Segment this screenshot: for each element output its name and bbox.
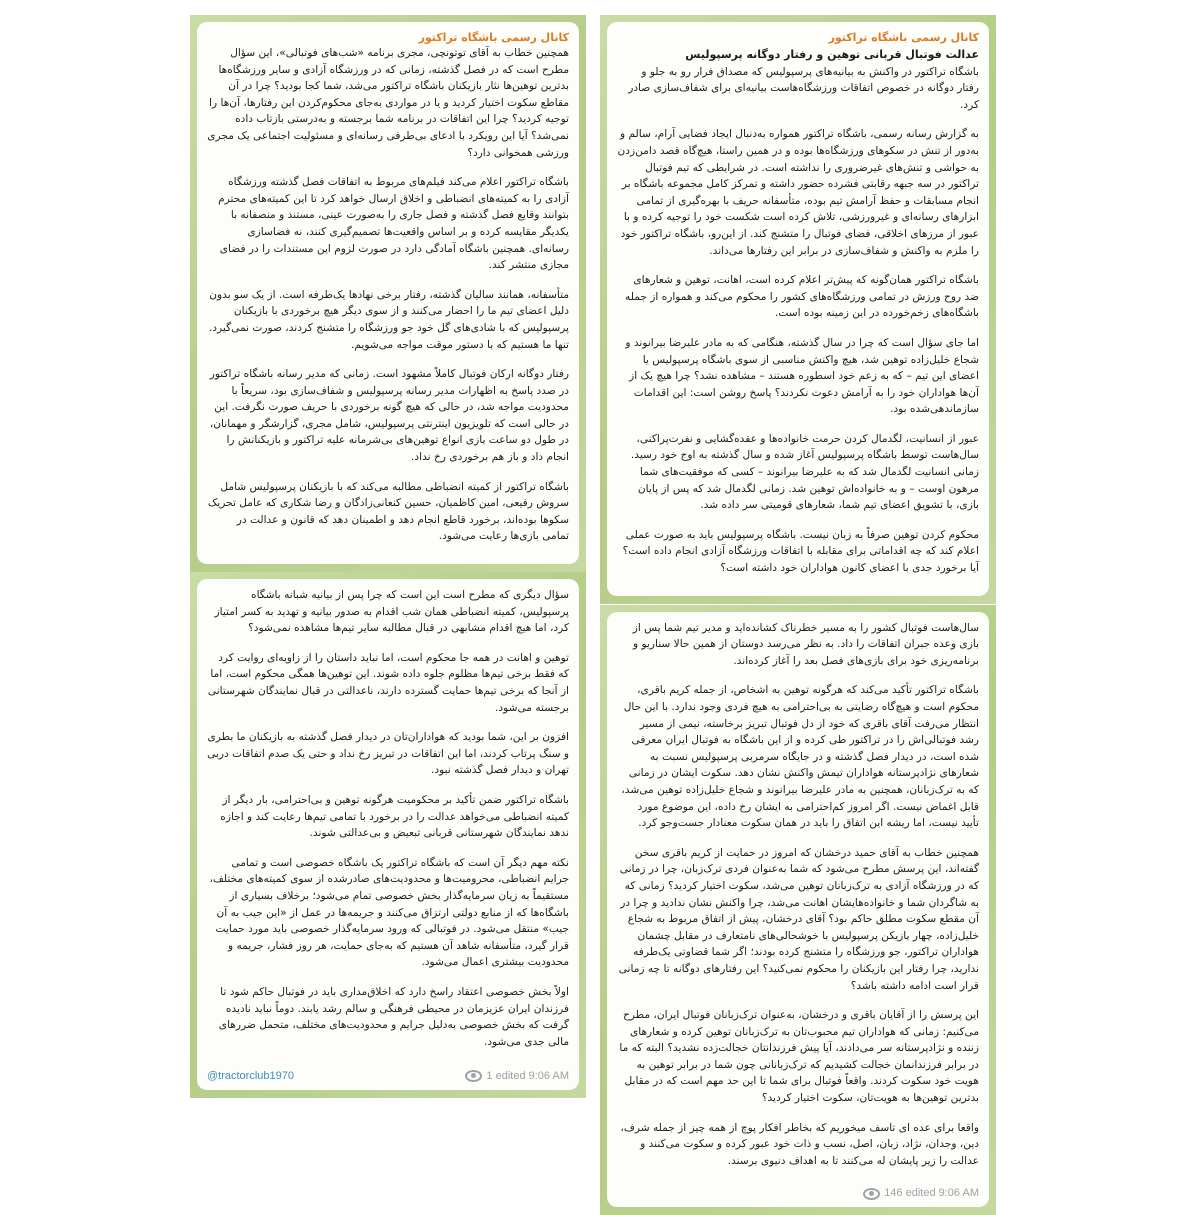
message-card (607, 22, 989, 596)
post-panel-right-bottom (600, 605, 996, 1215)
post-panel-left-bottom (190, 572, 586, 1098)
message-paragraph: این پرسش را از آقایان باقری و درخشان، به‌عنوان ترک‌زبانان فوتبال ایران، مطرح می‌کنیم: زمانی که هواداران تیم محبوب‌تان به ترک‌زبانان توهین کرده و شعارهای زننده و نژادپرستانه سر می‌دادند، آیا پیش فرزندانتان خجالت‌زده نشدید؟ البته که ما در برابر فرزندانمان خجالت کشیدیم که ترک‌زبانانی چون شما در برابر توهین به هویت خود سکوت کردند. واقعاً فوتبال برای شما تا این حد مهم است که در مقابل بدترین توهین‌ها به هویت‌تان، سکوت اختیار کردید؟ (619, 1009, 979, 1105)
post-title: عدالت فوتبال قربانی توهین و رفتار دوگانه پرسپولیس (685, 48, 979, 61)
post-panel-right-top (600, 15, 996, 604)
message-paragraph: باشگاه تراکتور اعلام می‌کند فیلم‌های مربوط به اتفاقات فصل گذشته ورزشگاه آزادی را به کمیته‌های انضباطی و اخلاق ارسال خواهد کرد تا این کمیته‌های محترم بتوانند وقایع فصل گذشته و فصل جاری را به‌صورت عینی، مستند و منصفانه با یکدیگر مقایسه کرده و بر اساس واقعیت‌ها تصمیم‌گیری کنند، نه فضاسازی رسانه‌ای. همچنین باشگاه آمادگی دارد در صورت لزوم این مستندات را در فضای مجازی منتشر کند. (218, 176, 569, 272)
message-paragraph: سؤال دیگری که مطرح است این است که چرا پس از بیانیه شبانه باشگاه پرسپولیس، کمیته انضباطی همان شب اقدام به صدور بیانیه و تهدید به کسر امتیاز کرد، اما هیچ اقدام مشابهی در قبال مطالبه سایر تیم‌ها مشاهده نمی‌شود؟ (214, 589, 569, 635)
message-paragraph: محکوم کردن توهین صرفاً به زبان نیست. باشگاه پرسپولیس باید به صورت عملی اعلام کند که چه اقداماتی برای مقابله با اتفاقات ورزشگاه آزادی انجام داده است؟ آیا برخورد جدی با اعضای کانون هواداران خود داشته است؟ (622, 528, 979, 575)
eye-icon (465, 1070, 482, 1082)
message-paragraph: همچنین خطاب به آقای حمید درخشان که امروز در حمایت از کریم باقری سخن گفته‌اند، این پرسش مطرح می‌شود که شما به‌عنوان فردی ترک‌زبان، چرا در زمانی که در ورزشگاه آزادی به ترک‌زبانان توهین می‌شد، سکوت اختیار کردید؟ زمانی که به شاگردان شما و خانواده‌هایشان اهانت می‌شد، چرا واکنش نشان ندادید و چرا در آن مقطع سکوت مطلق حاکم بود؟ آقای درخشان، پیش از اتفاق مربوط به شجاع خلیل‌زاده، چهار بازیکن پرسپولیس با خوشحالی‌های نامتعارف در مقابل چشمان هواداران تراکتور، جو ورزشگاه را متشنج کرده بودند؛ اگر شما قضاوتی یک‌طرفه ندارید، چرا رفتار این بازیکنان را محکوم نمی‌کنید؟ این رفتارهای دوگانه تا چه زمانی قرار است ادامه داشته باشد؟ (618, 846, 979, 992)
edited-time: edited 9:06 AM (495, 1070, 569, 1083)
message-paragraph: توهین و اهانت در همه جا محکوم است، اما نباید داستان را از زاویه‌ای روایت کرد که فقط برخی تیم‌ها مظلوم جلوه داده شوند. این توهین‌ها همگی محکوم است، اما از آنجا که برخی تیم‌ها حمایت گسترده دارند، ناعدالتی در قبال نمایندگان شهرستانی برجسته می‌شود. (207, 651, 569, 714)
message-card (197, 579, 579, 1090)
message-footer (207, 1069, 569, 1084)
eye-icon (863, 1188, 880, 1200)
message-card (197, 22, 579, 564)
message-meta (465, 1069, 569, 1084)
post-panel-left-top (190, 15, 586, 572)
channel-name[interactable]: کانال رسمی باشگاه تراکتور (418, 31, 569, 44)
message-paragraph: باشگاه تراکتور تأکید می‌کند که هرگونه توهین به اشخاص، از جمله کریم باقری، محکوم است و هیچ‌گاه رضایتی به بی‌احترامی به هیچ فردی وجود ندارد. با این حال انتظار می‌رفت آقای باقری که خود از دل فوتبال تبریز برخاسته، نیمی از مسیر رشد فوتبالی‌اش را در تراکتور طی کرده و از این باشگاه به فوتبال ایران معرفی شده است، در دیدار فصل گذشته و در جایگاه سرمربی پرسپولیس نسبت به شعارهای نژادپرستانه هواداران تیمش واکنش نشان دهد. سکوت ایشان در زمانی که به ترک‌زبانان، همچنین به مادر علیرضا بیرانوند و شجاع خلیل‌زاده توهین می‌شد، قابل اغماض نیست. اگر امروز کم‌احترامی به ایشان رخ داده، این موضوع مورد تأیید نیست، اما ریشه این اتفاق را باید در همان سکوت معنادار جست‌وجو کرد. (621, 684, 979, 830)
message-paragraph: افزون بر این، شما بودید که هواداران‌تان در دیدار فصل گذشته به بازیکنان ما بطری و سنگ پرتاب کردند، اما این اتفاقات در تبریز رخ نداد و حتی یک صدم اتفاقات دربی تهران و دیدار فصل گذشته نبود. (207, 731, 569, 777)
view-count: 146 (884, 1187, 903, 1200)
message-paragraph: باشگاه تراکتور همان‌گونه که پیش‌تر اعلام کرده است، اهانت، توهین و شعارهای ضد روح ورزش در تمامی ورزشگاه‌های کشور را محکوم می‌کند و همواره از جمله باشگاه‌های زخم‌خورده در این زمینه بوده است. (625, 274, 979, 320)
message-paragraph: باشگاه تراکتور از کمیته انضباطی مطالبه می‌کند که با بازیکنان پرسپولیس شامل سروش رفیعی، امین کاظمیان، حسین کنعانی‌زادگان و رضا شکاری که عامل تحریک سکوها بوده‌اند، برخورد قاطع انجام دهد و اطمینان دهد که قانون و عدالت در تمامی بازی‌ها رعایت می‌شود. (207, 480, 569, 543)
footer-spacer (207, 1063, 569, 1065)
message-paragraph: نکته مهم دیگر آن است که باشگاه تراکتور یک باشگاه خصوصی است و تمامی جرایم انضباطی، محرومیت‌ها و محدودیت‌های صادرشده از سوی کمیته‌های مختلف، مستقیماً به زیان سرمایه‌گذار بخش خصوصی تمام می‌شود؛ برخلاف بسیاری از باشگاه‌ها که از منابع دولتی ارتزاق می‌کنند و جریمه‌ها در عمل از «این جیب به آن جیب» منتقل می‌شود. در فوتبالی که ورود سرمایه‌گذار خصوصی باید مورد حمایت قرار گیرد، متأسفانه شاهد آن هستیم که به‌جای حمایت، هر روز فشار، جریمه و محدودیت بیشتری اعمال می‌شود. (209, 856, 569, 969)
message-paragraph: اما جای سؤال است که چرا در سال گذشته، هنگامی که به مادر علیرضا بیرانوند و شجاع خلیل‌زاده توهین شد، هیچ واکنش مناسبی از سوی باشگاه پرسپولیس یا اعضای این تیم – که به زعم خود اسطوره هستند – مشاهده نشد؟ چرا هیچ یک از آن‌ها هواداران خود را به آرامش دعوت نکردند؟ پاسخ روشن است: این اقدامات سازماندهی‌شده بود. (625, 336, 979, 416)
message-paragraph: رفتار دوگانه ارکان فوتبال کاملاً مشهود است. زمانی که مدیر رسانه باشگاه تراکتور در صدد پاسخ به اظهارات مدیر رسانه پرسپولیس و شفاف‌سازی بود، سریعاً با محدودیت مواجه شد، در حالی که هیچ گونه برخوردی با حریف صورت نگرفت. این در حالی است که تلویزیون اینترنتی پرسپولیس، شامل مجری، گزارشگر و مهمانان، در طول دو ساعت بازی انواع توهین‌های بی‌شرمانه علیه تراکتور و بازیکنانش را انجام داد و باز هم برخوردی رخ نداد. (209, 368, 569, 464)
edited-time: edited 9:06 AM (905, 1187, 979, 1200)
message-paragraph: باشگاه تراکتور در واکنش به بیانیه‌های پرسپولیس که مصداق فرار رو به جلو و رفتار دوگانه در خصوص اتفاقات ورزشگاه‌هاست بیانیه‌ای برای شفاف‌سازی صادر کرد. (628, 65, 979, 111)
message-paragraph: عبور از انسانیت، لگدمال کردن حرمت خانواده‌ها و عقده‌گشایی و نفرت‌پراکنی، سال‌هاست توسط باشگاه پرسپولیس آغاز شده و سال گذشته به اوج خود رسید. زمانی انسانیت لگدمال شد که به علیرضا بیرانوند – کسی که موفقیت‌های شما مرهون اوست – و به خانواده‌اش توهین شد. زمانی لگدمال شد که پس از پایان بازی، با تشویق اعضای تیم شما، شعارهای قومیتی سر داده شد. (630, 432, 979, 512)
message-paragraph: باشگاه تراکتور ضمن تأکید بر محکومیت هرگونه توهین و بی‌احترامی، بار دیگر از کمیته انضباطی می‌خواهد عدالت را در برخورد با تمامی تیم‌ها رعایت کند و اجازه ندهد نمایندگان شهرستانی قربانی تبعیض و بی‌عدالتی شوند. (220, 793, 569, 840)
message-paragraph: به گزارش رسانه رسمی، باشگاه تراکتور همواره به‌دنبال ایجاد فضایی آرام، سالم و به‌دور از تنش در سکوهای ورزشگاه‌ها بوده و در همین راستا، هیچ‌گاه قصد دامن‌زدن به حواشی و تنش‌های غیرضروری را نداشته است. در شرایطی که تیم فوتبال تراکتور در سه جبهه رقابتی فشرده حضور داشته و تمرکز کامل مجموعه باشگاه بر انجام مسابقات و حفظ آرامش تیم بوده، متأسفانه حریف با بهره‌گیری از تمامی ابزارهای رسانه‌ای و غیرورزشی، تلاش کرده است شکست خود را توجیه کرده و با عبور از مرزهای اخلاقی، فضای فوتبال را متشنج کند. از این‌رو، باشگاه تراکتور خود را ملزم به واکنش و شفاف‌سازی در برابر این رفتارها می‌داند. (617, 128, 979, 257)
message-paragraph: اولاً بخش خصوصی اعتقاد راسخ دارد که اخلاق‌مداری باید در فوتبال حاکم شود تا فرزندان ایران عزیزمان در محیطی فرهنگی و سالم رشد یابند. دوماً نباید نادیده گرفت که بخش خصوصی به‌دلیل جرایم و محدودیت‌های مختلف، متحمل ضررهای مالی جدی می‌شود. (218, 985, 569, 1048)
right-column (600, 15, 996, 1215)
message-paragraph: متأسفانه، همانند سالیان گذشته، رفتار برخی نهادها یک‌طرفه است. از یک سو بدون دلیل اعضای تیم ما را احضار می‌کنند و از سوی دیگر هیچ برخوردی با بازیکنان پرسپولیس که با شادی‌های گل خود جو ورزشگاه را متشنج کردند، صورت نمی‌گیرد. تنها ما هستیم که با دستور موقت مواجه می‌شویم. (208, 288, 569, 351)
channel-name[interactable]: کانال رسمی باشگاه تراکتور (828, 31, 979, 44)
channel-handle-link[interactable]: @tractorclub1970 (207, 1070, 294, 1083)
view-count: 1 (486, 1070, 493, 1083)
left-column (190, 15, 586, 1098)
message-paragraph: واقعا برای عده ای تاسف میخوریم که بخاطر افکار پوچ از همه چیز از جمله شرف، دین، وجدان، نژاد، زبان، اصل، نسب و ذات خود عبور کرده و سکوت می‌کنند و عدالت را زیر پایشان له می‌کنند تا به اهداف دنیوی برسند. (620, 1121, 979, 1167)
message-footer (617, 1186, 979, 1201)
message-paragraph: همچنین خطاب به آقای توتونچی، مجری برنامه «شب‌های فوتبالی»، این سؤال مطرح است که در فصل گذشته، زمانی که در ورزشگاه آزادی و سایر ورزشگاه‌ها بدترین توهین‌ها نثار بازیکنان باشگاه تراکتور می‌شد، شما کجا بودید؟ چرا در آن مقاطع سکوت اختیار کردید و یا در مواردی به‌جای محکوم‌کردن این رفتارها، آن‌ها را توجیه کردید؟ چرا این اتفاقات در برنامه شما برجسته و به‌درستی بازتاب داده نمی‌شد؟ آیا این رویکرد با ادعای بی‌طرفی رسانه‌ای و مسئولیت اجتماعی یک مجری ورزشی همخوانی دارد؟ (207, 47, 569, 159)
message-paragraph: سال‌هاست فوتبال کشور را به مسیر خطرناک کشانده‌اید و مدیر تیم شما پس از بازی وعده جبران اتفاقات را داد. به نظر می‌رسد دوستان از همین حالا سناریو و برنامه‌ریزی خود برای بازی‌های فصل بعد را آغاز کرده‌اند. (632, 621, 979, 667)
message-card (607, 612, 989, 1208)
message-meta (863, 1186, 979, 1201)
